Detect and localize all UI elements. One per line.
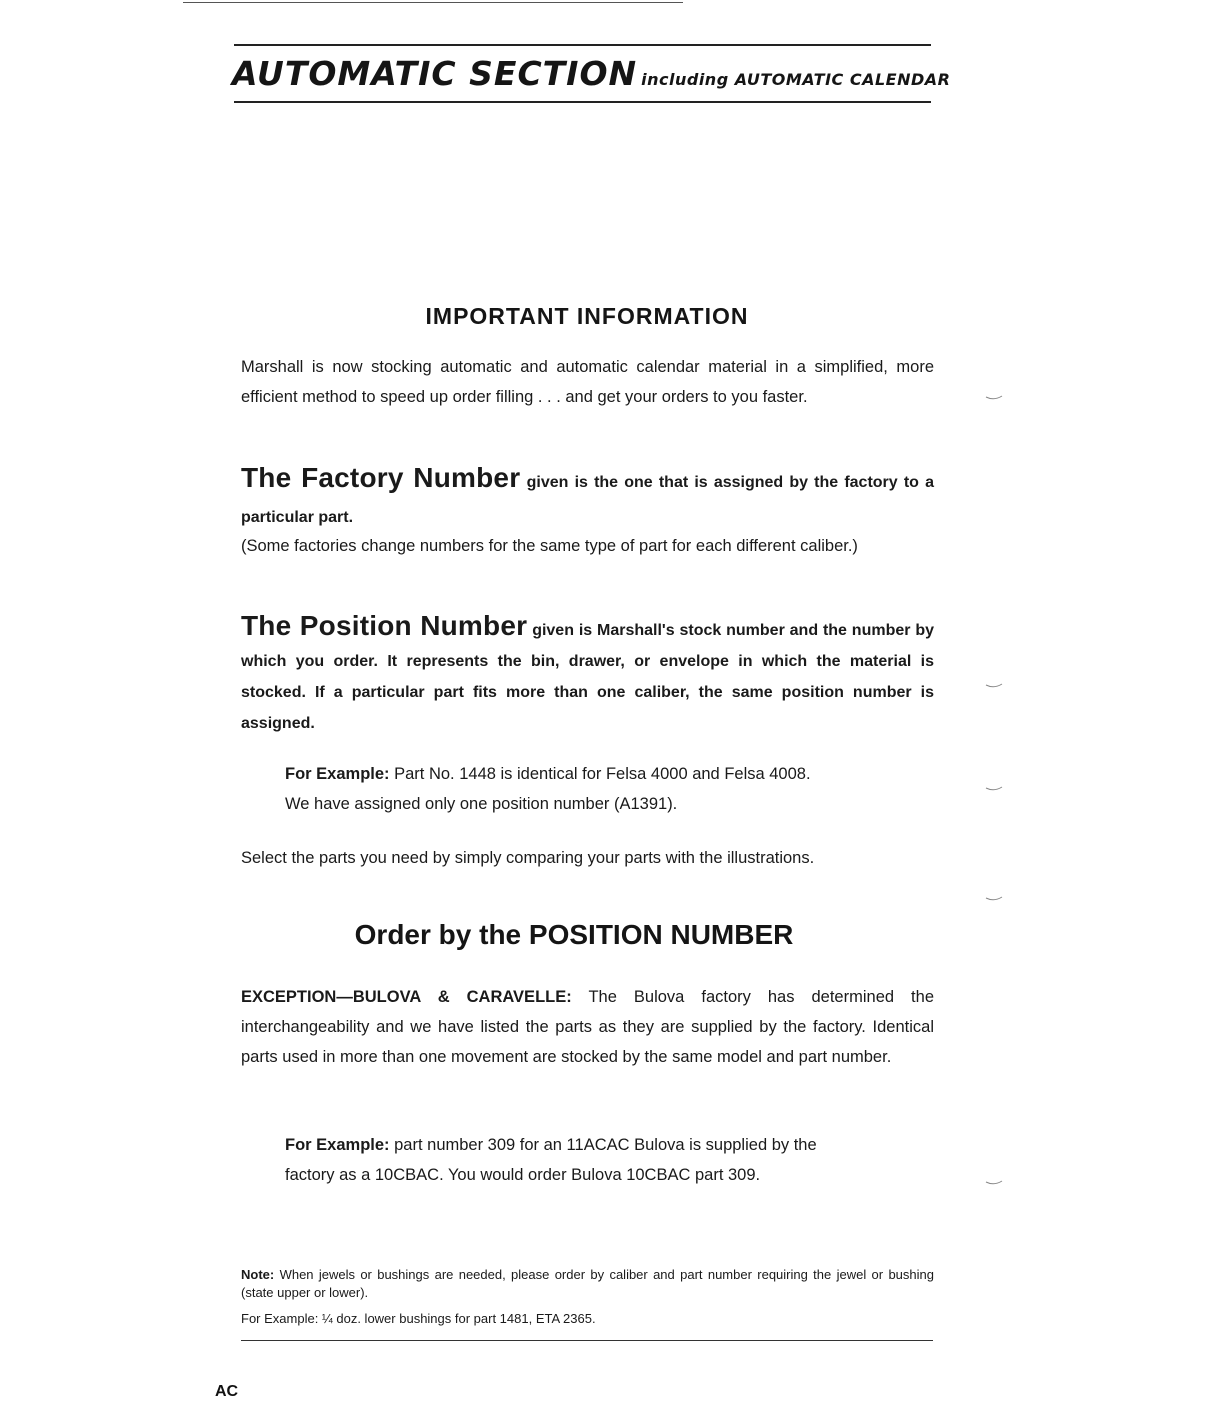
exception-example-line1	[285, 1130, 905, 1160]
example-text: part number 309 for an 11ACAC Bulova is supplied by the	[394, 1136, 817, 1154]
top-edge-rule	[183, 2, 683, 3]
order-heading: Order by the POSITION NUMBER	[354, 919, 794, 950]
example-text: Part No. 1448 is identical for Felsa 4000 and Felsa 4008.	[394, 765, 811, 783]
factory-number-paragraph	[241, 461, 934, 535]
section-title-main: AUTOMATIC SECTION	[232, 54, 638, 93]
example-label: For Example:	[285, 765, 390, 783]
header-top-rule	[234, 44, 931, 46]
margin-mark	[985, 1180, 1003, 1186]
margin-mark	[985, 683, 1003, 689]
exception-example-line2: factory as a 10CBAC. You would order Bulova 10CBAC part 309.	[285, 1166, 761, 1184]
position-example	[285, 759, 905, 819]
important-heading: IMPORTANT INFORMATION	[425, 303, 749, 329]
position-example-line2: We have assigned only one position number (A1391).	[285, 795, 678, 813]
position-number-text: given is Marshall's stock number and the number by which you order. It represents the bin, drawer, or envelope in which the material is stocked. If a particular part fits more than one caliber, the same position number is assigned.	[241, 622, 934, 732]
margin-mark	[985, 395, 1003, 401]
note-label: Note:	[241, 1267, 275, 1282]
factory-number-note: (Some factories change numbers for the same type of part for each different caliber.)	[241, 537, 858, 555]
factory-number-text: given is the one that is assigned by the factory to a particular part.	[241, 474, 935, 526]
page-code: AC	[215, 1383, 239, 1400]
position-number-lead: The Position Number	[241, 610, 528, 641]
footer-rule	[241, 1340, 933, 1341]
position-number-paragraph	[241, 611, 934, 739]
factory-number-lead: The Factory Number	[241, 462, 521, 493]
note-paragraph	[241, 1266, 934, 1302]
note-example: For Example: ¼ doz. lower bushings for part 1481, ETA 2365.	[241, 1311, 596, 1326]
header-bottom-rule	[234, 101, 931, 103]
exception-text: The Bulova factory has determined the interchangeability and we have listed the parts as they are supplied by the factory. Identical parts used in more than one movement are stocked by the same model and part number.	[241, 988, 934, 1066]
margin-mark	[985, 786, 1003, 792]
important-paragraph: Marshall is now stocking automatic and automatic calendar material in a simplified, more efficient method to speed up order filling . . . and get your orders to you faster.	[241, 358, 934, 406]
exception-example	[285, 1130, 905, 1190]
select-paragraph: Select the parts you need by simply comparing your parts with the illustrations.	[241, 849, 815, 867]
margin-mark	[985, 896, 1003, 902]
position-example-line1	[285, 759, 905, 789]
example-label: For Example:	[285, 1136, 390, 1154]
section-title-sub: including AUTOMATIC CALENDAR	[641, 70, 951, 89]
note-text: When jewels or bushings are needed, please order by caliber and part number requiring the jewel or bushing (state upper or lower).	[241, 1267, 934, 1300]
exception-paragraph	[241, 982, 934, 1072]
exception-label: EXCEPTION—BULOVA & CARAVELLE:	[241, 988, 572, 1006]
section-title	[232, 54, 950, 93]
